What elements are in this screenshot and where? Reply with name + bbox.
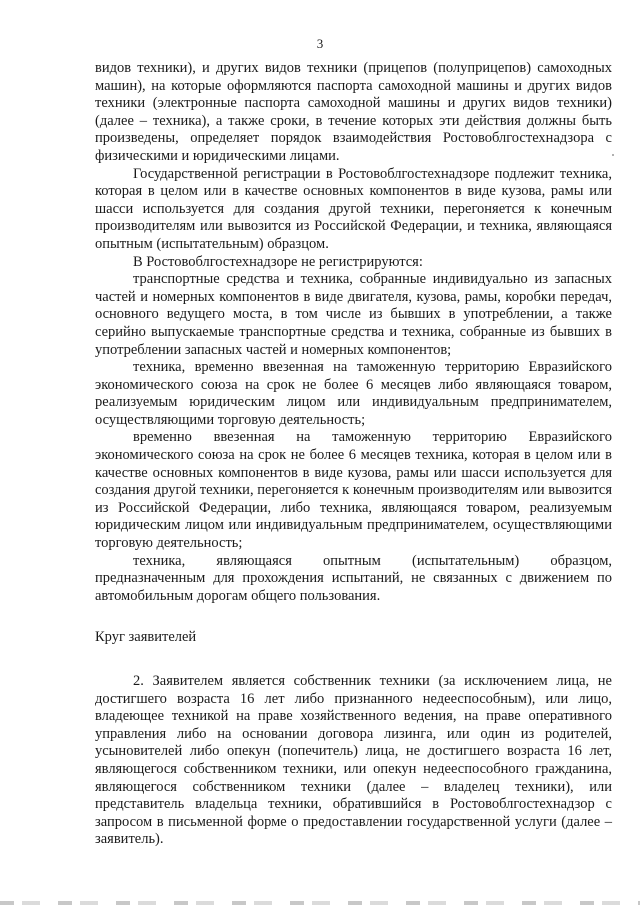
paragraph-applicants: 2. Заявителем является собственник техники (за исключением лица, не достигшего возраста 16 лет либо признанного недееспособным), или лицо, владеющее техникой на праве хозяйственного ведения, на праве оперативного управления либо на основании договора лизинга, или один из родителей, усыновителей либо опекун (попечитель) лица, не достигшего возраста 16 лет, являющегося собственником техники, или опекун недееспособного гражданина, являющегося собственником техники (далее – владелец техники), или представитель владельца техники, обратившийся в Ростовоблгостехнадзор с запросом в письменной форме о предоставлении государственной услуги (далее – заявитель). xyxy=(95,673,612,848)
list-item-temporarily-imported: техника, временно ввезенная на таможенную территорию Евразийского экономического союза на срок не более 6 месяцев либо являющаяся товаром, реализуемым юридическим лицом или индивидуальным предпринимателем, осуществляющими торговую деятельность; xyxy=(95,359,612,428)
list-item-test-samples: техника, являющаяся опытным (испытательным) образцом, предназначенным для прохождения испытаний, не связанных с движением по автомобильным дорогам общего пользования. xyxy=(95,552,612,604)
list-item-temporarily-imported-components: временно ввезенная на таможенную территорию Евразийского экономического союза на срок не более 6 месяцев техника, которая в целом или в качестве основных компонентов в виде кузова, рамы или шасси используется для создания другой техники, перегоняется к конечным производителям или вывозится из Российской Федерации, либо техника, являющаяся товаром, реализуемым юридическим лицом или индивидуальным предпринимателем, осуществляющими торговую деятельность; xyxy=(95,429,612,552)
scan-artifact-edge xyxy=(0,901,640,905)
scan-artifact-dot xyxy=(612,154,614,156)
page-number: 3 xyxy=(316,36,324,51)
paragraph-continuation: видов техники), и других видов техники (прицепов (полуприцепов) самоходных машин), на которые оформляются паспорта самоходной машины и других видов техники (электронные паспорта самоходной машины и других видов техники) (далее – техника), а также сроки, в течение которых эти действия должны быть произведены, определяет порядок взаимодействия Ростовоблгостехнадзора с физическими и юридическими лицами. xyxy=(95,60,612,164)
paragraph-not-registered-intro: В Ростовоблгостехнадзоре не регистрируются: xyxy=(133,253,423,270)
list-item-assembled-vehicles: транспортные средства и техника, собранные индивидуально из запасных частей и номерных компонентов в виде двигателя, кузова, рамы, коробки передач, основного ведущего моста, в том числе из бывших в употреблении, а также серийно выпускаемые транспортные средства и техника, собранные из бывших в употреблении запасных частей и номерных компонентов; xyxy=(95,271,612,358)
document-body xyxy=(95,60,612,849)
section-heading: Круг заявителей xyxy=(95,629,197,646)
paragraph-registration-subject: Государственной регистрации в Ростовоблгостехнадзоре подлежит техника, которая в целом или в качестве основных компонентов в виде кузова, рамы или шасси используется для создания другой техники, перегоняется к конечным производителям или вывозится из Российской Федерации, и техника, являющаяся опытным (испытательным) образцом. xyxy=(95,165,612,252)
